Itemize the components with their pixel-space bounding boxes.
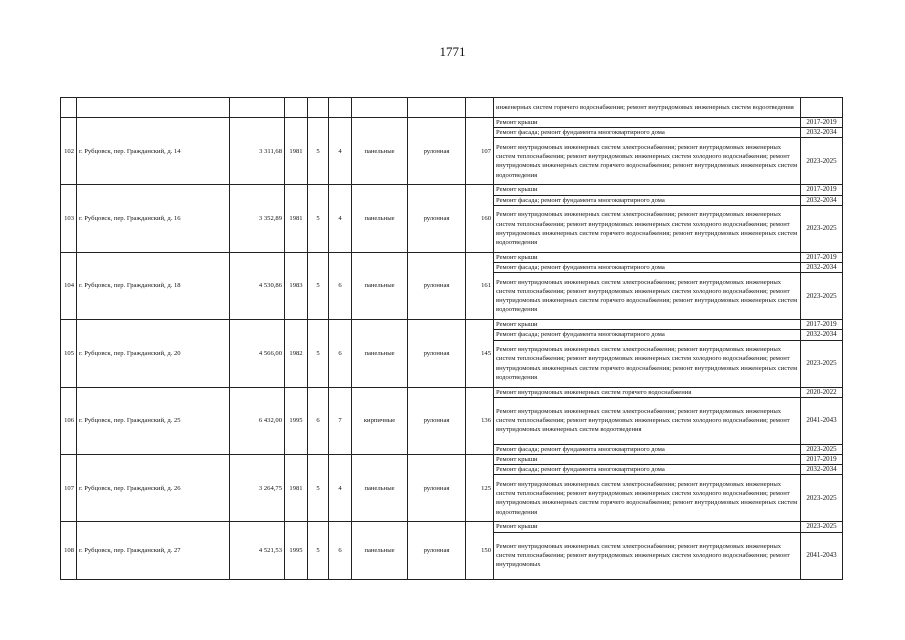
cell-year: 1982 [285,320,308,387]
cell-blank [408,98,466,118]
cell-address: г. Рубцовск, пер. Гражданский, д. 26 [77,455,230,522]
cell-entrances: 6 [329,320,352,387]
housing-repair-table [60,97,843,580]
work-period: 2017-2019 [801,252,843,262]
work-period: 2020-2022 [801,387,843,397]
cell-residents: 136 [466,387,494,454]
cell-blank [230,98,285,118]
cell-roof-type: рулонная [408,185,466,252]
cell-number: 102 [61,118,77,185]
cell-number: 108 [61,522,77,579]
work-description: Ремонт внутридомовых инженерных систем электроснабжения; ремонт внутридомовых инженерных систем теплоснабжения; ремонт внутридомовых инженерных систем холодного водоснабжения; ремонт внутридомовых инженерных систем горячего водоснабжения; ремонт внутридомовых инженерных систем водоотведения [494,138,801,185]
work-description: Ремонт фасада; ремонт фундамента многоквартирного дома [494,444,801,454]
cell-number: 107 [61,455,77,522]
work-description: Ремонт крыши [494,185,801,195]
cell-wall-material: панельные [352,320,408,387]
work-period: 2041-2043 [801,397,843,444]
cell-roof-type: рулонная [408,387,466,454]
cell-floors: 5 [308,522,329,579]
cell-roof-type: рулонная [408,252,466,319]
table-body [61,98,843,580]
work-period: 2017-2019 [801,185,843,195]
work-period: 2023-2025 [801,444,843,454]
work-description: Ремонт внутридомовых инженерных систем электроснабжения; ремонт внутридомовых инженерных систем теплоснабжения; ремонт внутридомовых инженерных систем холодного водоснабжения; ремонт внутридомовых инженерных систем горячего водоснабжения; ремонт внутридомовых инженерных систем водоотведения [494,475,801,522]
cell-blank [77,98,230,118]
cell-residents: 145 [466,320,494,387]
work-description: Ремонт внутридомовых инженерных систем электроснабжения; ремонт внутридомовых инженерных систем теплоснабжения; ремонт внутридомовых инженерных систем холодного водоснабжения; ремонт внутридомовых инженерных систем горячего водоснабжения; ремонт внутридомовых инженерных систем водоотведения [494,205,801,252]
cell-number: 104 [61,252,77,319]
cell-year: 1981 [285,185,308,252]
work-description: Ремонт фасада; ремонт фундамента многоквартирного дома [494,263,801,273]
work-description: Ремонт крыши [494,118,801,128]
cell-year: 1981 [285,455,308,522]
work-period: 2032-2034 [801,330,843,340]
work-period: 2017-2019 [801,118,843,128]
cell-floors: 6 [308,387,329,454]
cell-residents: 160 [466,185,494,252]
cell-blank [285,98,308,118]
work-description: Ремонт внутридомовых инженерных систем электроснабжения; ремонт внутридомовых инженерных систем теплоснабжения; ремонт внутридомовых инженерных систем холодного водоснабжения; ремонт внутридомовых инженерных систем водоотведения [494,397,801,444]
work-period: 2017-2019 [801,320,843,330]
cell-residents: 107 [466,118,494,185]
page-number: 1771 [439,44,466,59]
cell-blank [352,98,408,118]
work-period: 2032-2034 [801,465,843,475]
cell-roof-type: рулонная [408,455,466,522]
cell-area: 4 530,86 [230,252,285,319]
cell-blank [61,98,77,118]
cell-area: 6 432,00 [230,387,285,454]
work-description: Ремонт внутридомовых инженерных систем электроснабжения; ремонт внутридомовых инженерных систем теплоснабжения; ремонт внутридомовых инженерных систем холодного водоснабжения; ремонт внутридомовых [494,532,801,579]
table-row [61,387,843,397]
work-period: 2023-2025 [801,273,843,320]
cell-address: г. Рубцовск, пер. Гражданский, д. 20 [77,320,230,387]
cell-wall-material: панельные [352,185,408,252]
cell-blank [329,98,352,118]
work-description: инженерных систем горячего водоснабжения; ремонт внутридомовых инженерных систем водоотведения [494,98,801,118]
cell-year: 1981 [285,118,308,185]
cell-address: г. Рубцовск, пер. Гражданский, д. 25 [77,387,230,454]
cell-roof-type: рулонная [408,522,466,579]
work-description: Ремонт фасада; ремонт фундамента многоквартирного дома [494,195,801,205]
cell-area: 3 352,89 [230,185,285,252]
work-period [801,98,843,118]
cell-year: 1995 [285,387,308,454]
cell-year: 1995 [285,522,308,579]
cell-number: 105 [61,320,77,387]
cell-floors: 5 [308,252,329,319]
table-row [61,320,843,330]
cell-blank [308,98,329,118]
cell-area: 3 264,75 [230,455,285,522]
cell-entrances: 7 [329,387,352,454]
cell-address: г. Рубцовск, пер. Гражданский, д. 27 [77,522,230,579]
table-row [61,118,843,128]
cell-entrances: 4 [329,185,352,252]
work-description: Ремонт крыши [494,320,801,330]
work-description: Ремонт крыши [494,455,801,465]
cell-wall-material: панельные [352,118,408,185]
cell-entrances: 4 [329,118,352,185]
cell-blank [466,98,494,118]
work-description: Ремонт крыши [494,252,801,262]
cell-wall-material: панельные [352,522,408,579]
work-period: 2041-2043 [801,532,843,579]
table-row [61,185,843,195]
cell-area: 4 521,53 [230,522,285,579]
work-period: 2032-2034 [801,195,843,205]
cell-floors: 5 [308,118,329,185]
cell-floors: 5 [308,455,329,522]
work-period: 2023-2025 [801,340,843,387]
cell-residents: 150 [466,522,494,579]
cell-roof-type: рулонная [408,320,466,387]
cell-wall-material: панельные [352,455,408,522]
cell-residents: 125 [466,455,494,522]
work-description: Ремонт крыши [494,522,801,532]
work-description: Ремонт фасада; ремонт фундамента многоквартирного дома [494,330,801,340]
cell-address: г. Рубцовск, пер. Гражданский, д. 18 [77,252,230,319]
cell-address: г. Рубцовск, пер. Гражданский, д. 16 [77,185,230,252]
table-row [61,522,843,532]
cell-wall-material: кирпичные [352,387,408,454]
work-description: Ремонт фасада; ремонт фундамента многоквартирного дома [494,465,801,475]
table-row [61,252,843,262]
cell-residents: 161 [466,252,494,319]
cell-entrances: 6 [329,252,352,319]
work-description: Ремонт внутридомовых инженерных систем горячего водоснабжения [494,387,801,397]
work-period: 2023-2025 [801,475,843,522]
work-period: 2023-2025 [801,522,843,532]
work-description: Ремонт внутридомовых инженерных систем электроснабжения; ремонт внутридомовых инженерных систем теплоснабжения; ремонт внутридомовых инженерных систем холодного водоснабжения; ремонт внутридомовых инженерных систем горячего водоснабжения; ремонт внутридомовых инженерных систем водоотведения [494,340,801,387]
work-description: Ремонт внутридомовых инженерных систем электроснабжения; ремонт внутридомовых инженерных систем теплоснабжения; ремонт внутридомовых инженерных систем холодного водоснабжения; ремонт внутридомовых инженерных систем горячего водоснабжения; ремонт внутридомовых инженерных систем водоотведения [494,273,801,320]
cell-entrances: 6 [329,522,352,579]
cell-area: 3 311,68 [230,118,285,185]
cell-year: 1983 [285,252,308,319]
cell-area: 4 566,00 [230,320,285,387]
cell-number: 106 [61,387,77,454]
work-period: 2032-2034 [801,263,843,273]
cell-entrances: 4 [329,455,352,522]
work-period: 2023-2025 [801,205,843,252]
cell-floors: 5 [308,185,329,252]
cell-wall-material: панельные [352,252,408,319]
work-description: Ремонт фасада; ремонт фундамента многоквартирного дома [494,128,801,138]
continuation-row [61,98,843,118]
cell-floors: 5 [308,320,329,387]
work-period: 2023-2025 [801,138,843,185]
work-period: 2017-2019 [801,455,843,465]
cell-number: 103 [61,185,77,252]
work-period: 2032-2034 [801,128,843,138]
cell-roof-type: рулонная [408,118,466,185]
table-row [61,455,843,465]
cell-address: г. Рубцовск, пер. Гражданский, д. 14 [77,118,230,185]
